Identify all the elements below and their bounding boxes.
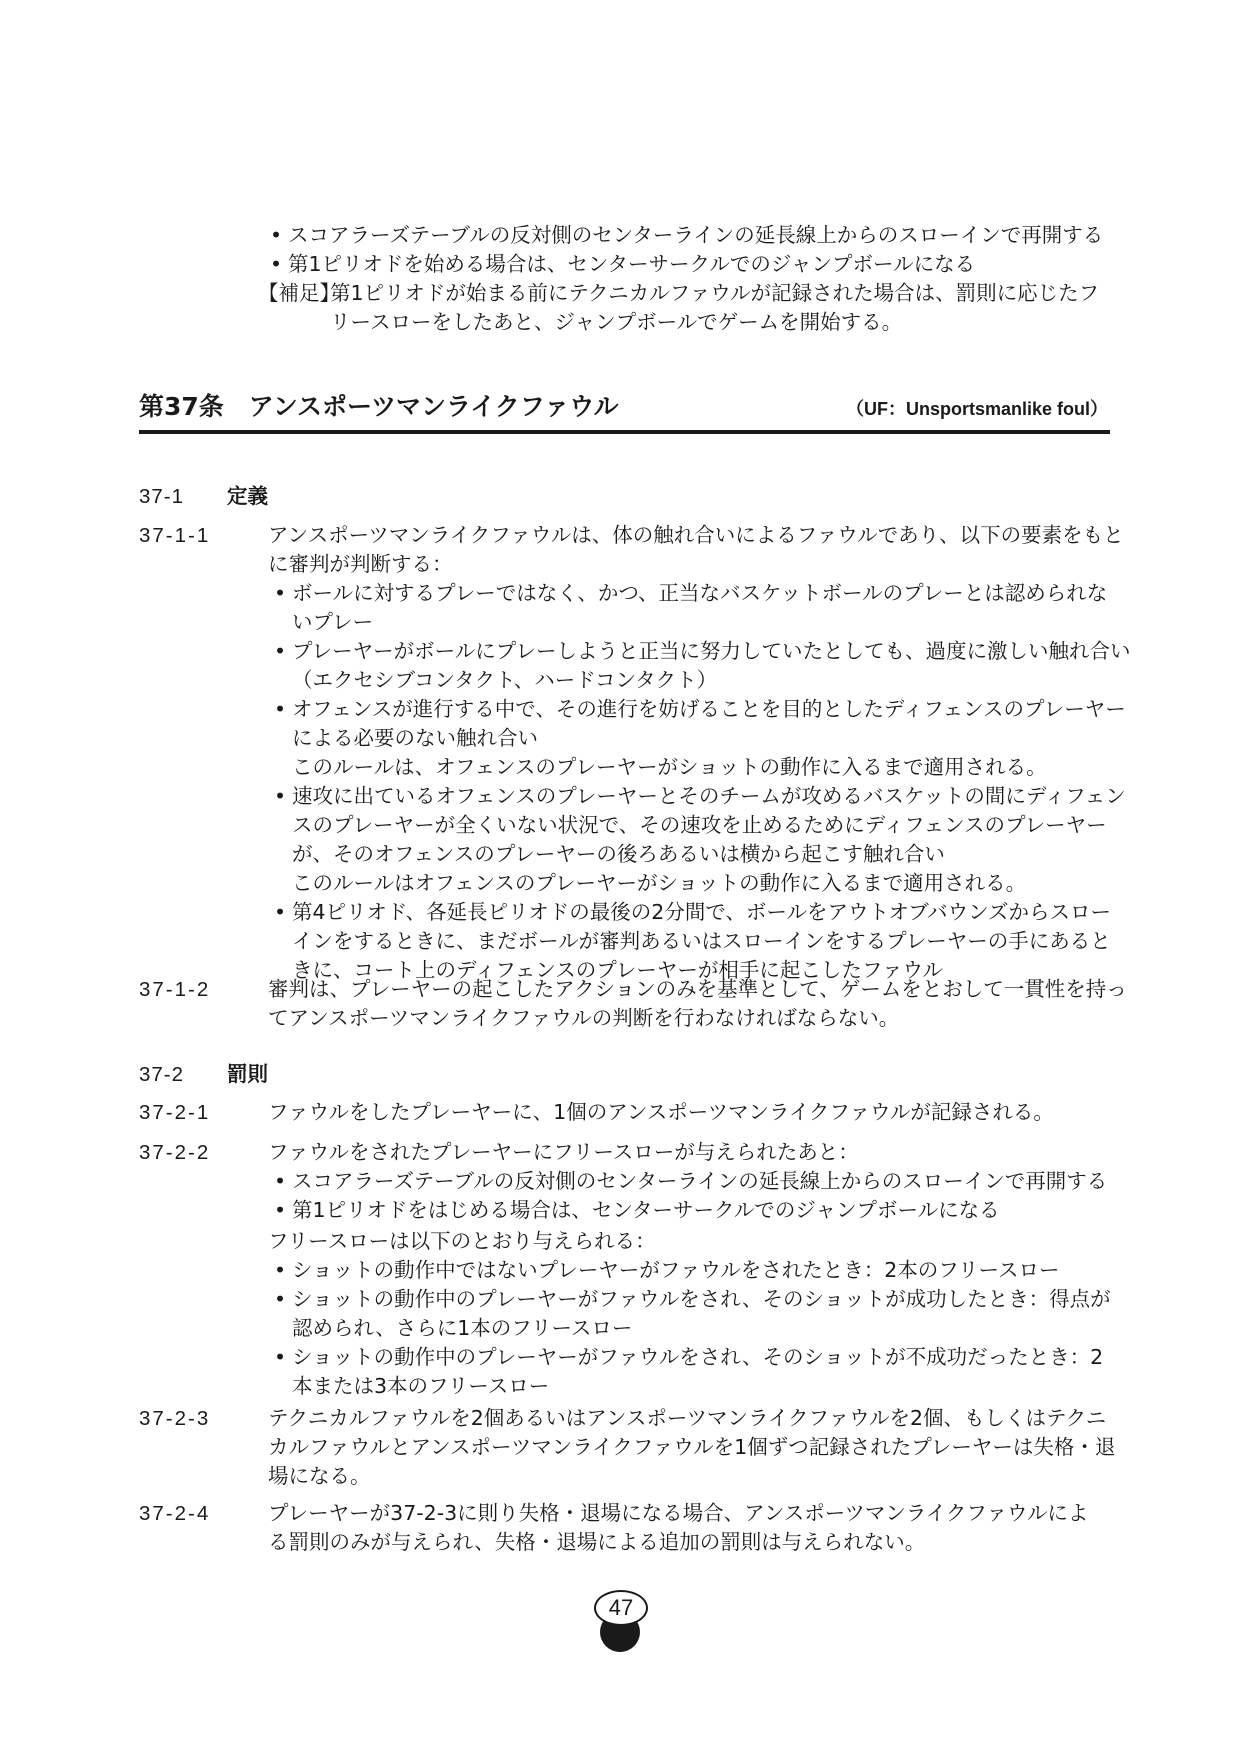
- page-number-badge: [594, 1590, 646, 1658]
- clause-line: 審判は、プレーヤーの起こしたアクションのみを基準として、ゲームをとおして一貫性を持っ: [268, 977, 1127, 1001]
- clause-line: プレーヤーが37-2-3に則り失格・退場になる場合、アンスポーツマンライクファウルによ: [268, 1501, 1089, 1525]
- item-line: • 速攻に出ているオフェンスのプレーヤーとそのチームが攻めるバスケットの間にディフェン: [292, 784, 1126, 808]
- list-item: [272, 1285, 1118, 1343]
- subsection-title: 罰則: [227, 1062, 268, 1086]
- list-item: [272, 695, 1126, 782]
- list-item: • 第1ピリオドを始める場合は、センターサークルでのジャンプボールになる: [268, 250, 1118, 279]
- clause-line: に審判が判断する：: [268, 552, 453, 576]
- item-line: いプレー: [292, 610, 374, 634]
- item-line: このルールはオフェンスのプレーヤーがショットの動作に入るまで適用される。: [292, 871, 1027, 895]
- item-line: • ショットの動作中のプレーヤーがファウルをされ、そのショットが成功したとき：得点が: [292, 1287, 1111, 1311]
- item-line: 本または3本のフリースロー: [292, 1374, 550, 1398]
- subsection-heading-penalty: [139, 1060, 268, 1089]
- item-line: が、そのオフェンスのプレーヤーの後ろあるいは横から起こす触れ合い: [292, 842, 945, 866]
- clause-number: 37-1-1: [139, 524, 211, 547]
- clause-line: ファウルをされたプレーヤーにフリースローが与えられたあと：: [268, 1140, 859, 1164]
- list-item: [272, 782, 1126, 898]
- clause-line: ファウルをしたプレーヤーに、1個のアンスポーツマンライクファウルが記録される。: [268, 1100, 1054, 1124]
- item-line: による必要のない触れ合い: [292, 726, 538, 750]
- list-item: • ショットの動作中ではないプレーヤーがファウルをされたとき：2本のフリースロー: [272, 1256, 1118, 1285]
- top-continuation: [258, 221, 1118, 337]
- clause-number: 37-2-2: [139, 1141, 211, 1164]
- item-line: （エクセシブコンタクト、ハードコンタクト）: [292, 668, 718, 692]
- list-item: • スコアラーズテーブルの反対側のセンターラインの延長線上からのスローインで再開する: [272, 1167, 1118, 1196]
- clause-line: アンスポーツマンライクファウルは、体の触れ合いによるファウルであり、以下の要素をもと: [268, 523, 1124, 547]
- item-line: • ボールに対するプレーではなく、かつ、正当なバスケットボールのプレーとは認められな: [292, 581, 1108, 605]
- item-line: きに、コート上のディフェンスのプレーヤーが相手に起こしたファウル: [292, 958, 943, 982]
- list-item: [272, 637, 1131, 695]
- item-line: • ショットの動作中のプレーヤーがファウルをされ、そのショットが不成功だったとき：2: [292, 1345, 1104, 1369]
- item-line: 認められ、さらに1本のフリースロー: [292, 1316, 633, 1340]
- list-item: • 第1ピリオドをはじめる場合は、センターサークルでのジャンプボールになる: [272, 1196, 1118, 1225]
- clause-number: 37-2-3: [139, 1407, 211, 1430]
- clause-line: てアンスポーツマンライクファウルの判断を行わなければならない。: [268, 1006, 900, 1030]
- item-line: • オフェンスが進行する中で、その進行を妨げることを目的としたディフェンスのプレーヤー: [292, 697, 1126, 721]
- clause-line: フリースローは以下のとおり与えられる：: [268, 1229, 656, 1253]
- item-line: インをするときに、まだボールが審判あるいはスローインをするプレーヤーの手にあると: [292, 929, 1111, 953]
- subsection-title: 定義: [227, 484, 268, 508]
- supplement-note: [258, 279, 1118, 337]
- item-line: • プレーヤーがボールにプレーしようと正当に努力していたとしても、過度に激しい触れ合い: [292, 639, 1131, 663]
- clause-line: る罰則のみが与えられ、失格・退場による追加の罰則は与えられない。: [268, 1530, 926, 1554]
- item-line: このルールは、オフェンスのプレーヤーがショットの動作に入るまで適用される。: [292, 755, 1047, 779]
- subsection-heading-definition: [139, 482, 268, 511]
- list-item: [272, 898, 1118, 985]
- section-header: [139, 390, 1110, 434]
- supplement-label: 【補足】: [258, 281, 340, 305]
- section-subtitle: （UF：Unsportsmanlike foul）: [845, 399, 1108, 419]
- item-line: • 第4ピリオド、各延長ピリオドの最後の2分間で、ボールをアウトオブバウンズからスロー: [292, 900, 1112, 924]
- page-number: 47: [594, 1590, 648, 1626]
- subsection-number: 37-1: [139, 485, 185, 508]
- section-title: 第37条 アンスポーツマンライクファウル: [139, 392, 619, 421]
- clause-line: 場になる。: [268, 1464, 371, 1488]
- note-line: 第1ピリオドが始まる前にテクニカルファウルが記録された場合は、罰則に応じたフ: [330, 281, 1100, 305]
- subsection-number: 37-2: [139, 1063, 185, 1086]
- clause-number: 37-1-2: [139, 978, 211, 1001]
- list-item: • スコアラーズテーブルの反対側のセンターラインの延長線上からのスローインで再開する: [268, 221, 1118, 250]
- item-line: スのプレーヤーが全くいない状況で、その速攻を止めるためにディフェンスのプレーヤー: [292, 813, 1107, 837]
- clause-line: テクニカルファウルを2個あるいはアンスポーツマンライクファウルを2個、もしくはテクニ: [268, 1406, 1107, 1430]
- clause-number: 37-2-1: [139, 1101, 211, 1124]
- clause-line: カルファウルとアンスポーツマンライクファウルを1個ずつ記録されたプレーヤーは失格・退: [268, 1435, 1116, 1459]
- clause-number: 37-2-4: [139, 1502, 211, 1525]
- note-line: リースローをしたあと、ジャンプボールでゲームを開始する。: [330, 310, 903, 334]
- list-item: [272, 1343, 1118, 1401]
- list-item: [272, 579, 1118, 637]
